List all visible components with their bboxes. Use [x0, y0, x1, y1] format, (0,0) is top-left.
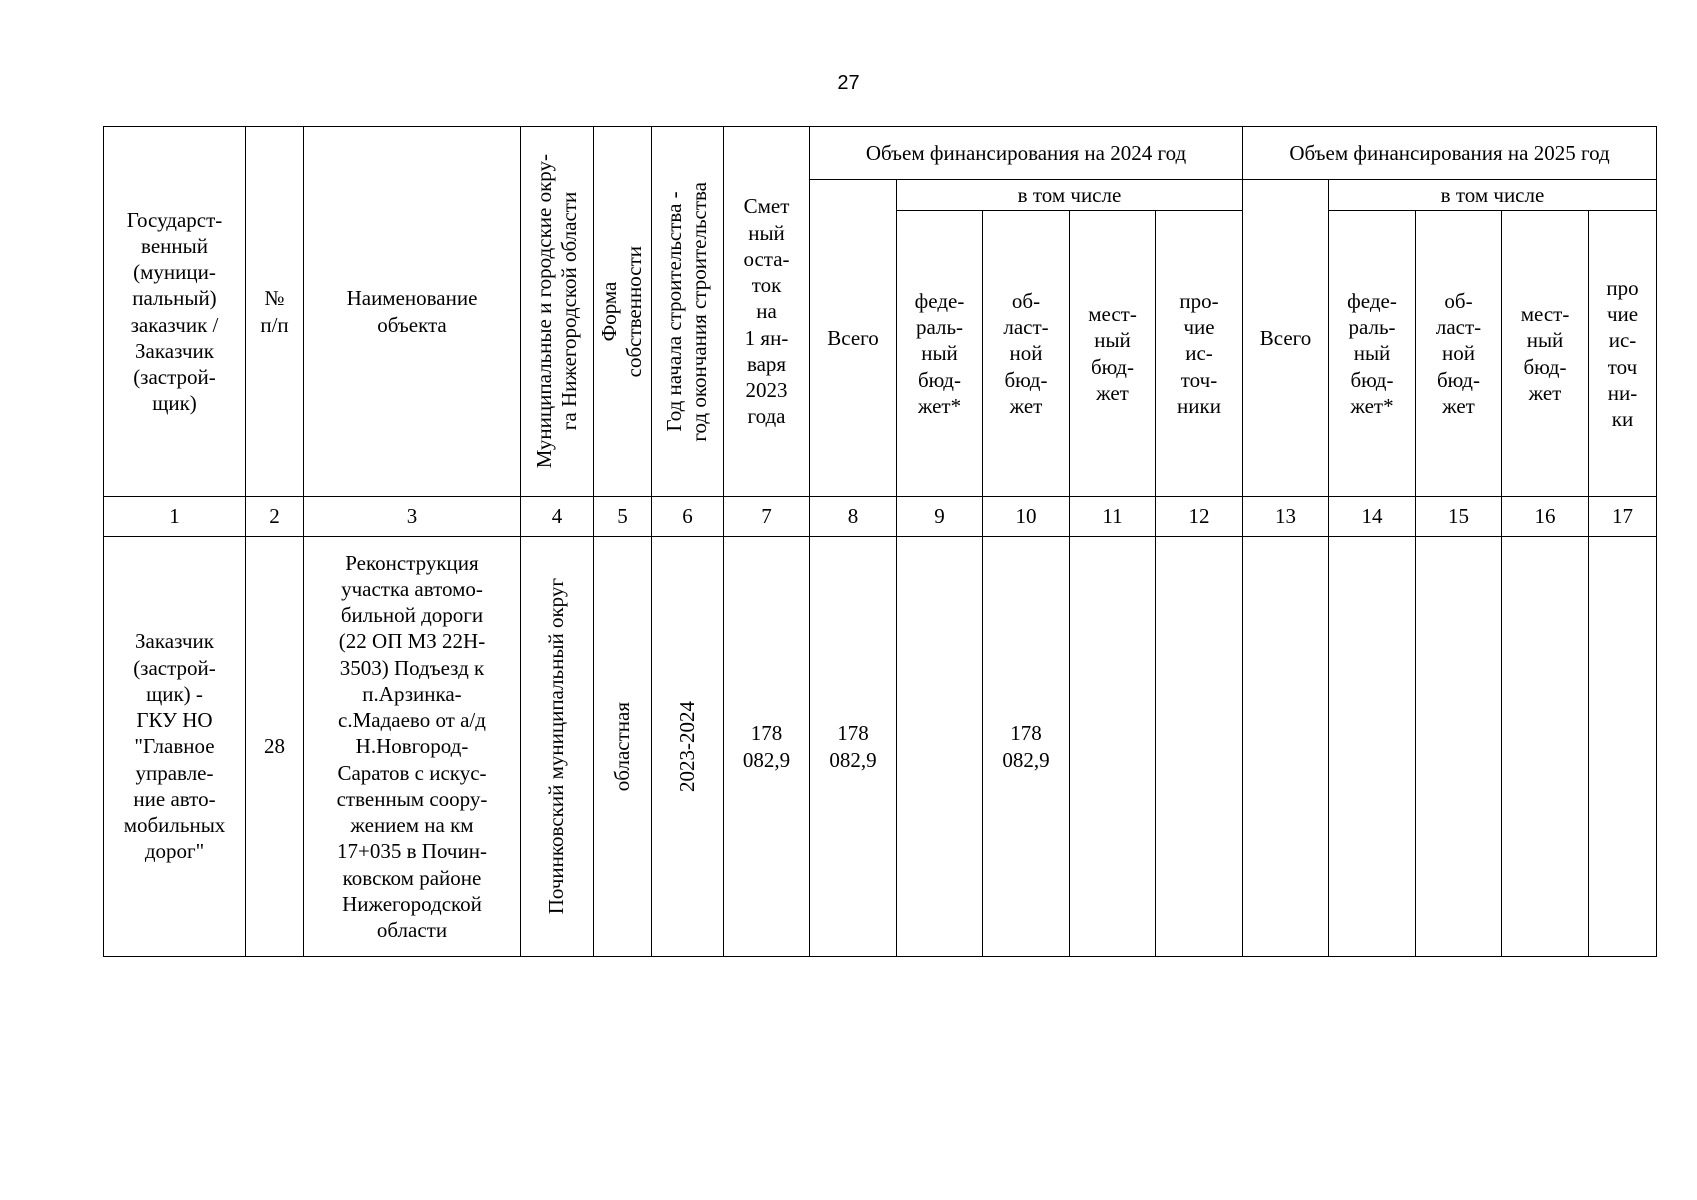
column-number: 17: [1589, 497, 1657, 537]
cell-ownership-text: областная: [609, 701, 634, 792]
column-number: 5: [594, 497, 652, 537]
header-districts-text: Муниципальные и городские окру- га Нижегородской области: [531, 154, 581, 469]
cell-district: [521, 537, 594, 957]
column-number: 4: [521, 497, 594, 537]
header-funding-2025: Объем финансирования на 2025 год: [1243, 127, 1657, 180]
cell-other-2025: [1589, 537, 1657, 957]
column-number: 10: [983, 497, 1070, 537]
column-number: 12: [1156, 497, 1243, 537]
cell-total-2025: [1243, 537, 1329, 957]
cell-federal-2024: [897, 537, 983, 957]
header-ownership: [594, 127, 652, 497]
column-number: 1: [104, 497, 246, 537]
column-number: 16: [1502, 497, 1589, 537]
cell-years: [652, 537, 724, 957]
cell-district-text: Починковский муниципальный округ: [544, 578, 569, 915]
header-other-2025: про чие ис- точ ни- ки: [1589, 211, 1657, 497]
cell-remainder: 178 082,9: [724, 537, 810, 957]
construction-funding-table: [103, 126, 1657, 957]
column-number: 7: [724, 497, 810, 537]
cell-number: 28: [246, 537, 304, 957]
header-other-2024: про- чие ис- точ- ники: [1156, 211, 1243, 497]
column-number: 15: [1416, 497, 1502, 537]
header-local-2025: мест- ный бюд- жет: [1502, 211, 1589, 497]
table-row: [104, 537, 1657, 957]
column-number: 6: [652, 497, 724, 537]
cell-local-2025: [1502, 537, 1589, 957]
header-districts: [521, 127, 594, 497]
cell-years-text: 2023-2024: [674, 701, 699, 792]
column-number: 14: [1329, 497, 1416, 537]
column-number: 2: [246, 497, 304, 537]
header-years-text: Год начала строительства - год окончания строительства: [662, 181, 712, 442]
header-years: [652, 127, 724, 497]
header-federal-2024: феде- раль- ный бюд- жет*: [897, 211, 983, 497]
cell-regional-2025: [1416, 537, 1502, 957]
header-regional-2024: об- ласт- ной бюд- жет: [983, 211, 1070, 497]
header-ownership-text: Форма собственности: [597, 245, 647, 378]
cell-other-2024: [1156, 537, 1243, 957]
header-total-2024: Всего: [810, 180, 897, 497]
header-including-2024: в том числе: [897, 180, 1243, 211]
header-funding-2024: Объем финансирования на 2024 год: [810, 127, 1243, 180]
page-number: 27: [837, 72, 860, 94]
column-number: 9: [897, 497, 983, 537]
header-local-2024: мест- ный бюд- жет: [1070, 211, 1156, 497]
header-federal-2025: феде- раль- ный бюд- жет*: [1329, 211, 1416, 497]
column-numbers-row: [104, 497, 1657, 537]
cell-object-name: Реконструкция участка автомо- бильной дороги (22 ОП МЗ 22Н- 3503) Подъезд к п.Арзинка- с.Мадаево от а/д Н.Новгород- Саратов с искус- ственным соору- жением на км 17+035 в Почин- ковском районе Нижегородской области: [304, 537, 521, 957]
header-number: № п/п: [246, 127, 304, 497]
header-total-2025: Всего: [1243, 180, 1329, 497]
header-including-2025: в том числе: [1329, 180, 1657, 211]
cell-total-2024: 178 082,9: [810, 537, 897, 957]
cell-ownership: [594, 537, 652, 957]
header-remainder: Смет ный оста- ток на 1 ян- варя 2023 года: [724, 127, 810, 497]
column-number: 3: [304, 497, 521, 537]
cell-customer: Заказчик (застрой- щик) - ГКУ НО "Главное управле- ние авто- мобильных дорог": [104, 537, 246, 957]
header-regional-2025: об- ласт- ной бюд- жет: [1416, 211, 1502, 497]
column-number: 8: [810, 497, 897, 537]
cell-federal-2025: [1329, 537, 1416, 957]
header-row-1: [104, 127, 1657, 180]
column-number: 13: [1243, 497, 1329, 537]
header-object-name: Наименование объекта: [304, 127, 521, 497]
cell-local-2024: [1070, 537, 1156, 957]
cell-regional-2024: 178 082,9: [983, 537, 1070, 957]
column-number: 11: [1070, 497, 1156, 537]
header-customer: Государст- венный (муници- пальный) заказчик / Заказчик (застрой- щик): [104, 127, 246, 497]
